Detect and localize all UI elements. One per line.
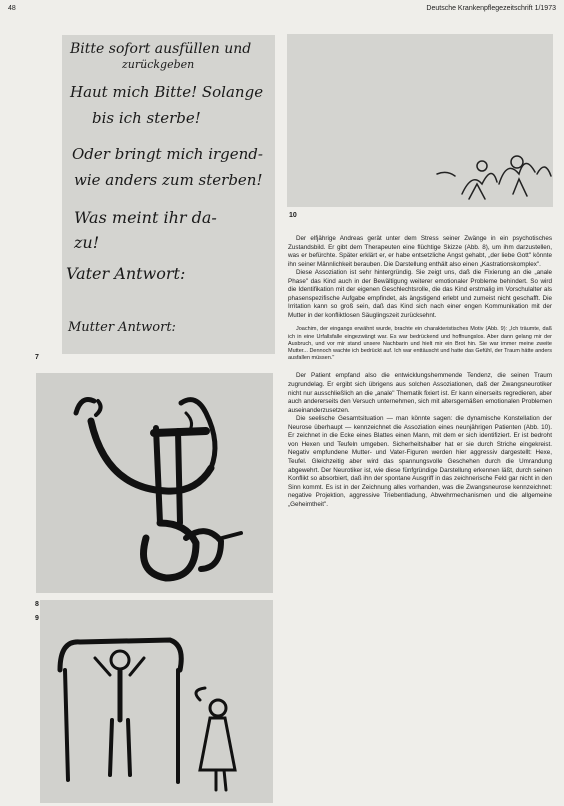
article-text-column <box>288 235 552 509</box>
handwriting-line: wie anders zum sterben! <box>74 171 263 189</box>
paragraph: Diese Assoziation ist sehr hintergründig. Sie zeigt uns, daß die Fixierung an die „anale Phase" das Kind auch in der Bewältigung weiterer emotionaler Probleme behindert. So wird die Identifikation mit der eigenen Geschlechtsrolle, die das Kind erstmalig im Vorschulalter als phasenspezifische Aufgabe empfindet, als ängstigend erlebt und zumeist nicht geschafft. Die Irritation kann so groß sein, daß das Kind sich nach einer engen Kommunikation mit der Mutter in der konfliktlosen Säuglingszeit zurücksehnt. <box>288 269 552 319</box>
handwriting-line: Mutter Antwort: <box>68 320 176 335</box>
figure-8-sketch <box>36 373 273 593</box>
handwriting-line: bis ich sterbe! <box>92 109 201 127</box>
handwriting-line: Haut mich Bitte! Solange <box>70 83 264 101</box>
figure-9-drawing <box>40 600 273 803</box>
handwriting-line: Oder bringt mich irgend- <box>72 145 263 163</box>
paragraph: Der Patient empfand also die entwicklungshemmende Tendenz, die seinen Traum zugrundelag. Er ergibt sich übrigens aus solchen Assoziationen, daß der Zwangsneurotiker nicht nur ausschließlich an die „anale" Thematik fixiert ist. Er kann einerseits regredieren, aber auch andererseits den Versuch unternehmen, sich mit altersgemäßen emotionalen Problemen auseinanderzusetzen. <box>288 372 552 414</box>
handwriting-line: Was meint ihr da- <box>74 208 217 227</box>
quote-paragraph: Joachim, der eingangs erwähnt wurde, brachte ein charakteristisches Motiv (Abb. 9): „Ich träumte, daß ich in eine Urfallsfalle eingezwängt war. Es war bedrückend und hoffnungslos. Aber dann gelang mir der Ausbruch, und vor mir stand unsere Nachbarin und hielt mir ein Brot hin. Sie war immer meine zweite Mutter... Dennoch wachte ich bedrückt auf. Ich war enttäuscht und hatte das Gefühl, der Traum hätte anders ausfallen müssen." <box>288 326 552 362</box>
handwriting-line: zu! <box>74 233 100 252</box>
handwriting-line: Bitte sofort ausfüllen und <box>70 41 252 57</box>
figure-7-handwritten-note <box>62 35 275 354</box>
journal-title: Deutsche Krankenpflegezeitschrift 1/1973 <box>426 5 556 12</box>
figure-7-label: 7 <box>35 354 39 361</box>
sketch-drawing <box>36 373 273 593</box>
drawing <box>287 34 553 207</box>
page-number: 48 <box>8 5 16 12</box>
paragraph: Der elfjährige Andreas gerät unter dem Stress seiner Zwänge in ein psychotisches Zustandsbild. Er gibt dem Therapeuten eine flüchtige Skizze (Abb. 8), um ihm darzustellen, was er befürchte. Später erklärt er, er habe entsetzliche Angst gehabt, „der liebe Gott" könnte ihn seiner Männlichkeit berauben. Die Darstellung enthält also einen „Kastrationskomplex". <box>288 235 552 268</box>
handwriting-line: Vater Antwort: <box>66 264 186 283</box>
figure-10-drawing <box>287 34 553 207</box>
figure-8-label: 8 <box>35 601 39 608</box>
figure-9-label: 9 <box>35 615 39 622</box>
handwriting-line: zurückgeben <box>122 58 195 71</box>
paragraph: Die seelische Gesamtsituation — man könnte sagen: die dynamische Konstellation der Neurose überhaupt — kennzeichnet die Assoziation eines neunjährigen Patienten (Abb. 10). Er zeichnet in die Ecke eines Blattes einen Mann, mit dem er sich identifiziert. Er ist bedroht von Hexen und Teufeln umgeben. Sicherheitshalber hat er sie durch Striche eingekreist. Negativ empfundene Mutter- und Vater-Figuren werden hier aggressiv dargestellt: Hexe, Teufel. Gleichzeitig aber wird das spannungsvolle Geschehen durch die Umrandung abgewehrt. Der Neurotiker ist, wie diese fünfgründige Darstellung erkennen läßt, durch seinen Konflikt so absorbiert, daß ihn der spontane Ausgriff in das zeichnerische Feld gar nicht in den Sinn kommt. Es ist in der Zeichnung alles vorhanden, was die Zwangsneurose kennzeichnet: negative Projektion, aggressive Triebentladung, Abwehrmechanismen und die allgemeine „Geheimtheit". <box>288 415 552 508</box>
drawing <box>40 600 273 803</box>
figure-10-label: 10 <box>289 212 297 219</box>
